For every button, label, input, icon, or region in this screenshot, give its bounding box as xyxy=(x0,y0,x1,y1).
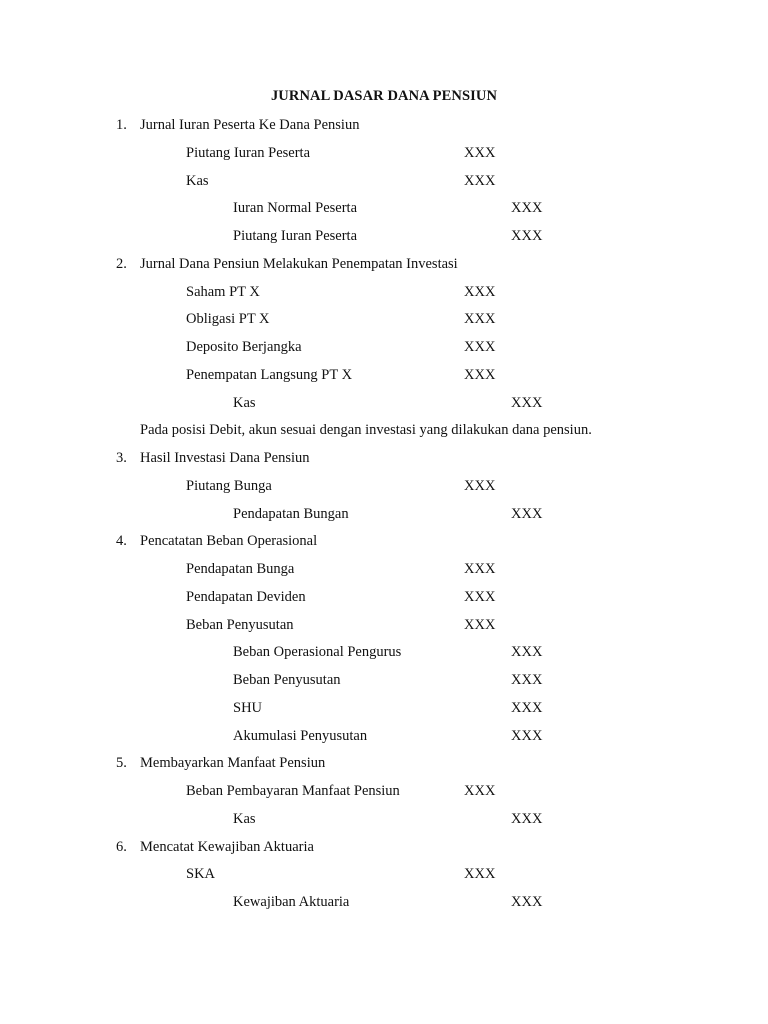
credit-amount: XXX xyxy=(511,394,543,411)
credit-amount: XXX xyxy=(511,727,543,744)
section-number: 6. xyxy=(116,838,127,855)
credit-account: Pendapatan Bungan xyxy=(233,505,349,522)
section-title: Pencatatan Beban Operasional xyxy=(140,533,318,550)
debit-amount: XXX xyxy=(464,366,496,383)
debit-amount: XXX xyxy=(464,561,496,577)
section-note xyxy=(0,421,768,439)
debit-account: Kas xyxy=(186,172,209,189)
debit-account: Piutang Iuran Peserta xyxy=(186,144,311,161)
document-title: JURNAL DASAR DANA PENSIUN xyxy=(270,88,498,104)
section-title: Jurnal Iuran Peserta Ke Dana Pensiun xyxy=(140,117,360,133)
note-text: Pada posisi Debit, akun sesuai dengan investasi yang dilakukan dana pensiun. xyxy=(140,422,592,439)
debit-amount: XXX xyxy=(464,144,496,161)
debit-entry xyxy=(0,616,768,634)
credit-entry xyxy=(0,643,768,661)
debit-entry xyxy=(0,338,768,356)
debit-amount: XXX xyxy=(464,283,496,300)
section-heading xyxy=(0,116,768,134)
section-heading xyxy=(0,449,768,467)
section-number: 5. xyxy=(116,755,127,772)
credit-entry xyxy=(0,727,768,745)
credit-entry xyxy=(0,227,768,245)
credit-entry xyxy=(0,810,768,828)
credit-account: SHU xyxy=(233,699,263,716)
debit-account: Beban Penyusutan xyxy=(186,616,294,633)
credit-account: Piutang Iuran Peserta xyxy=(233,228,358,244)
debit-account: Beban Pembayaran Manfaat Pensiun xyxy=(186,783,400,799)
section-heading xyxy=(0,255,768,273)
debit-amount: XXX xyxy=(464,477,496,494)
credit-amount: XXX xyxy=(511,699,543,716)
debit-entry xyxy=(0,172,768,190)
debit-amount: XXX xyxy=(464,339,496,355)
credit-account: Kas xyxy=(233,810,256,827)
section-number: 3. xyxy=(116,450,127,466)
credit-entry xyxy=(0,699,768,717)
debit-amount: XXX xyxy=(464,783,496,799)
debit-amount: XXX xyxy=(464,311,496,328)
debit-entry xyxy=(0,366,768,384)
debit-account: Piutang Bunga xyxy=(186,477,272,494)
debit-amount: XXX xyxy=(464,172,496,189)
section-number: 1. xyxy=(116,117,127,133)
debit-account: Pendapatan Bunga xyxy=(186,561,295,577)
credit-amount: XXX xyxy=(511,810,543,827)
debit-entry xyxy=(0,310,768,328)
credit-amount: XXX xyxy=(511,644,543,661)
credit-account: Kewajiban Aktuaria xyxy=(233,894,350,910)
section-title: Jurnal Dana Pensiun Melakukan Penempatan Investasi xyxy=(140,255,458,272)
section-heading xyxy=(0,532,768,550)
credit-entry xyxy=(0,893,768,911)
debit-entry xyxy=(0,144,768,162)
debit-entry xyxy=(0,865,768,883)
debit-account: Saham PT X xyxy=(186,283,260,300)
credit-amount: XXX xyxy=(511,672,543,688)
credit-account: Beban Penyusutan xyxy=(233,672,341,688)
credit-amount: XXX xyxy=(511,894,543,910)
credit-account: Beban Operasional Pengurus xyxy=(233,644,402,661)
credit-entry xyxy=(0,199,768,217)
debit-amount: XXX xyxy=(464,588,496,605)
debit-amount: XXX xyxy=(464,866,496,883)
credit-account: Akumulasi Penyusutan xyxy=(233,727,368,744)
debit-amount: XXX xyxy=(464,616,496,633)
debit-account: Penempatan Langsung PT X xyxy=(186,366,353,383)
section-title: Mencatat Kewajiban Aktuaria xyxy=(140,838,314,855)
debit-account: Deposito Berjangka xyxy=(186,339,302,355)
credit-amount: XXX xyxy=(511,228,543,244)
debit-entry xyxy=(0,588,768,606)
section-heading xyxy=(0,838,768,856)
section-title: Hasil Investasi Dana Pensiun xyxy=(140,450,310,466)
credit-account: Iuran Normal Peserta xyxy=(233,200,358,217)
credit-amount: XXX xyxy=(511,505,543,522)
debit-entry xyxy=(0,560,768,578)
debit-account: SKA xyxy=(186,866,216,883)
debit-account: Obligasi PT X xyxy=(186,311,270,328)
credit-entry xyxy=(0,505,768,523)
credit-account: Kas xyxy=(233,394,256,411)
credit-entry xyxy=(0,394,768,412)
debit-account: Pendapatan Deviden xyxy=(186,588,306,605)
debit-entry xyxy=(0,782,768,800)
debit-entry xyxy=(0,283,768,301)
section-heading xyxy=(0,754,768,772)
section-title: Membayarkan Manfaat Pensiun xyxy=(140,755,326,772)
credit-entry xyxy=(0,671,768,689)
credit-amount: XXX xyxy=(511,200,543,217)
debit-entry xyxy=(0,477,768,495)
section-number: 2. xyxy=(116,255,127,272)
section-number: 4. xyxy=(116,533,127,550)
